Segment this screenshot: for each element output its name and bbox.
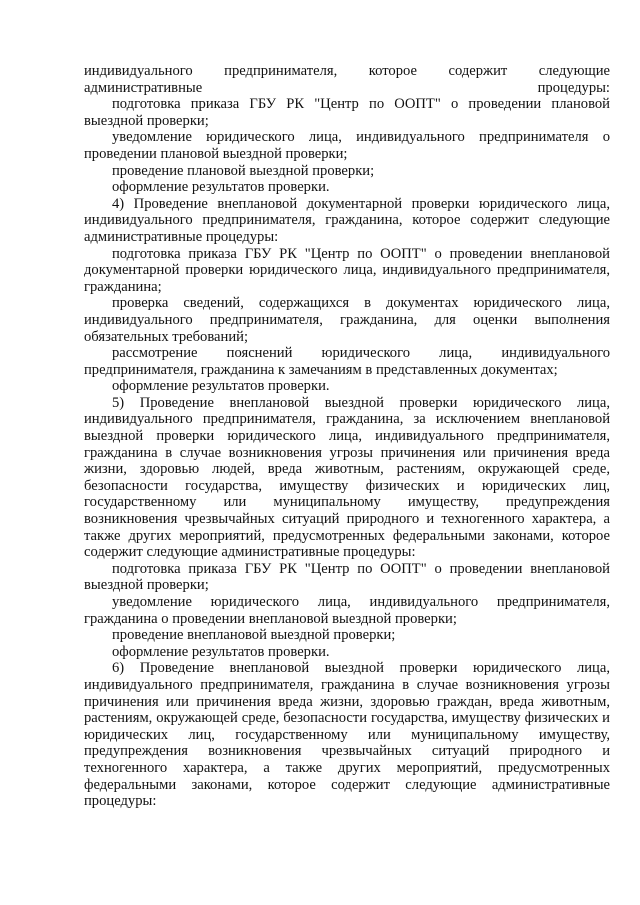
list-item: проведение плановой выездной проверки; <box>112 162 375 179</box>
list-item: подготовка приказа ГБУ РК "Центр по ООПТ" о проведении внеплановой выездной проверки; <box>84 560 610 594</box>
list-item: рассмотрение пояснений юридического лица, индивидуального предпринимателя, гражданина к замечаниям в представленных документах; <box>84 345 610 378</box>
numbered-paragraph: 6) Проведение внеплановой выездной проверки юридического лица, индивидуального предпринимателя, гражданина в случае возникновения угрозы причинения или причинения вреда жизни, здоровью граждан, вреда животным, растениям, окружающей среде, безопасности государства, имуществу физических и юридических лиц, государственному или муниципальному имуществу, предупреждения возникновения чрезвычайных ситуаций природного и техногенного характера, а также других мероприятий, предусмотренных федеральными законами, которое содержит следующие административные процедуры: <box>84 660 610 810</box>
numbered-paragraph: 5) Проведение внеплановой выездной проверки юридического лица, индивидуального предпринимателя, гражданина, за исключением внеплановой выездной проверки юридического лица, индивидуального предпринимателя, гражданина в случае возникновения угрозы причинения или причинения вреда жизни, здоровью людей, вреда животным, растениям, окружающей среде, безопасности государства, имуществу физических и юридических лиц, государственному или муниципальному имуществу, предупреждения возникновения чрезвычайных ситуаций природного и техногенного характера, а также других мероприятий, предусмотренных федеральными законами, которое содержит следующие административные процедуры: <box>84 394 610 561</box>
list-item: подготовка приказа ГБУ РК "Центр по ООПТ" о проведении внеплановой документарной проверки юридического лица, индивидуального предпринимателя, гражданина; <box>84 245 610 295</box>
list-item: оформление результатов проверки. <box>112 378 330 395</box>
list-item: уведомление юридического лица, индивидуального предпринимателя, гражданина о проведении внеплановой выездной проверки; <box>84 594 610 627</box>
numbered-paragraph: 4) Проведение внеплановой документарной проверки юридического лица, индивидуального предпринимателя, гражданина, которое содержит следующие административные процедуры: <box>84 195 610 245</box>
list-item: уведомление юридического лица, индивидуального предпринимателя о проведении плановой выездной проверки; <box>84 129 610 162</box>
list-item: оформление результатов проверки. <box>112 179 330 196</box>
list-item: проведение внеплановой выездной проверки; <box>112 627 396 644</box>
list-item: проверка сведений, содержащихся в документах юридического лица, индивидуального предпринимателя, гражданина, для оценки выполнения обязательных требований; <box>84 295 610 345</box>
paragraph: индивидуального предпринимателя, которое содержит следующие административные процедуры: <box>84 63 610 96</box>
list-item: оформление результатов проверки. <box>112 643 330 660</box>
list-item: подготовка приказа ГБУ РК "Центр по ООПТ" о проведении плановой выездной проверки; <box>84 96 610 129</box>
document-page <box>84 63 610 810</box>
